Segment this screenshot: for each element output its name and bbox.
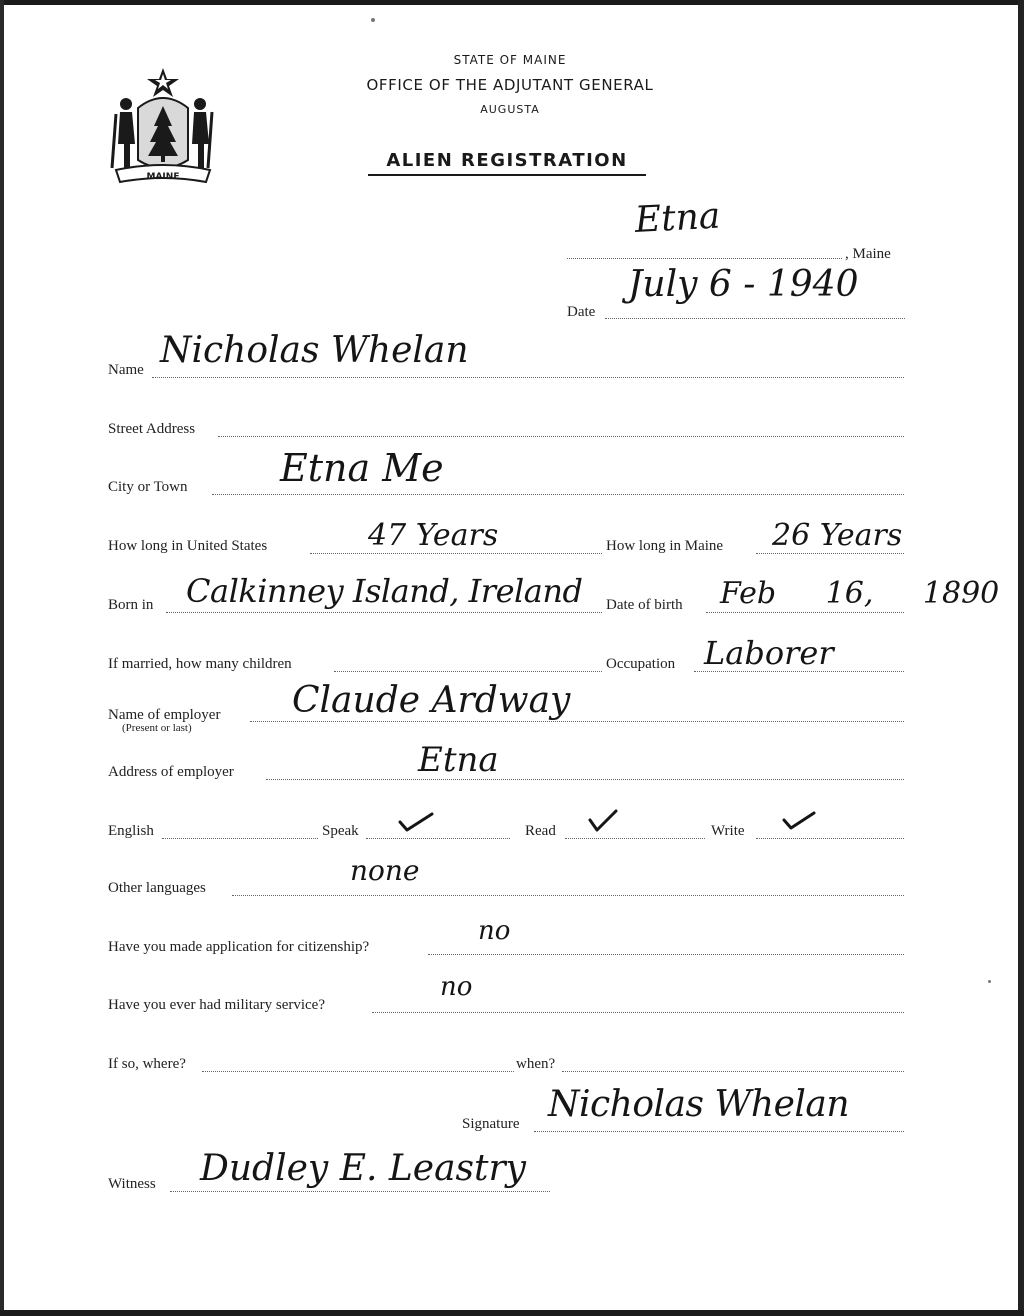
born-in-line — [166, 612, 602, 613]
read-checkmark — [588, 808, 618, 834]
when-label: when? — [516, 1056, 556, 1072]
other-languages-value: none — [350, 854, 420, 887]
seal-lettering: MAINE — [146, 172, 180, 182]
name-line — [152, 377, 904, 378]
how-long-us-value: 47 Years — [368, 518, 499, 553]
citizenship-value: no — [478, 916, 511, 946]
children-line — [334, 671, 602, 672]
employer-address-line — [266, 779, 904, 780]
speak-label: Speak — [322, 823, 359, 839]
street-line — [218, 436, 904, 437]
how-long-us-line — [310, 553, 602, 554]
military-label: Have you ever had military service? — [108, 997, 325, 1013]
military-value: no — [440, 972, 473, 1002]
employer-address-label: Address of employer — [108, 764, 234, 780]
where-label: If so, where? — [108, 1056, 186, 1072]
signature-label: Signature — [462, 1116, 520, 1132]
date-value: July 6 - 1940 — [628, 264, 859, 305]
write-label: Write — [711, 823, 745, 839]
when-line — [562, 1071, 904, 1072]
occupation-label: Occupation — [606, 656, 676, 672]
signature-value: Nicholas Whelan — [548, 1084, 850, 1125]
scan-speck — [988, 980, 991, 983]
maine-state-seal — [108, 64, 218, 190]
speak-checkmark — [398, 810, 434, 834]
name-label: Name — [108, 362, 144, 378]
employer-address-value: Etna — [418, 740, 499, 780]
children-label: If married, how many children — [108, 656, 292, 672]
street-label: Street Address — [108, 421, 196, 437]
read-line — [565, 838, 705, 839]
military-line — [372, 1012, 904, 1013]
write-line — [756, 838, 904, 839]
occupation-value: Laborer — [704, 634, 834, 672]
place-suffix: , Maine — [845, 246, 891, 262]
date-line — [605, 318, 905, 319]
speak-line — [366, 838, 510, 839]
english-line — [162, 838, 318, 839]
city-line — [212, 494, 904, 495]
how-long-maine-value: 26 Years — [772, 518, 903, 553]
born-in-label: Born in — [108, 597, 154, 613]
scan-border-top — [0, 0, 1024, 5]
form-title: ALIEN REGISTRATION — [368, 150, 646, 176]
date-label: Date — [567, 304, 596, 320]
how-long-maine-line — [756, 553, 904, 554]
place-line — [567, 258, 842, 259]
english-label: English — [108, 823, 154, 839]
place-value: Etna — [633, 195, 722, 241]
scan-border-right — [1018, 0, 1024, 1316]
employer-label: Name of employer — [108, 707, 221, 723]
employer-line — [250, 721, 904, 722]
witness-label: Witness — [108, 1176, 156, 1192]
citizenship-label: Have you made application for citizenship? — [108, 939, 370, 955]
header-city: AUGUSTA — [480, 103, 540, 116]
dob-line — [706, 612, 904, 613]
signature-line — [534, 1131, 904, 1132]
how-long-us-label: How long in United States — [108, 538, 268, 554]
employer-value: Claude Ardway — [292, 680, 571, 721]
scan-border-left — [0, 0, 4, 1316]
read-label: Read — [525, 823, 556, 839]
scan-speck — [371, 18, 375, 22]
write-checkmark — [782, 810, 816, 832]
other-languages-label: Other languages — [108, 880, 206, 896]
born-in-value: Calkinney Island, Ireland — [186, 572, 583, 610]
witness-value: Dudley E. Leastry — [200, 1148, 527, 1189]
witness-line — [170, 1191, 550, 1192]
other-languages-line — [232, 895, 904, 896]
header-state: STATE OF MAINE — [453, 53, 567, 67]
city-value: Etna Me — [280, 446, 444, 490]
how-long-maine-label: How long in Maine — [606, 538, 724, 554]
dob-label: Date of birth — [606, 597, 683, 613]
city-label: City or Town — [108, 479, 188, 495]
employer-sublabel: (Present or last) — [122, 722, 192, 734]
name-value: Nicholas Whelan — [160, 330, 469, 371]
citizenship-line — [428, 954, 904, 955]
header-office: OFFICE OF THE ADJUTANT GENERAL — [366, 76, 654, 94]
where-line — [202, 1071, 514, 1072]
scan-border-bottom — [0, 1310, 1024, 1316]
dob-value: Feb 16, 1890 — [720, 576, 1000, 611]
